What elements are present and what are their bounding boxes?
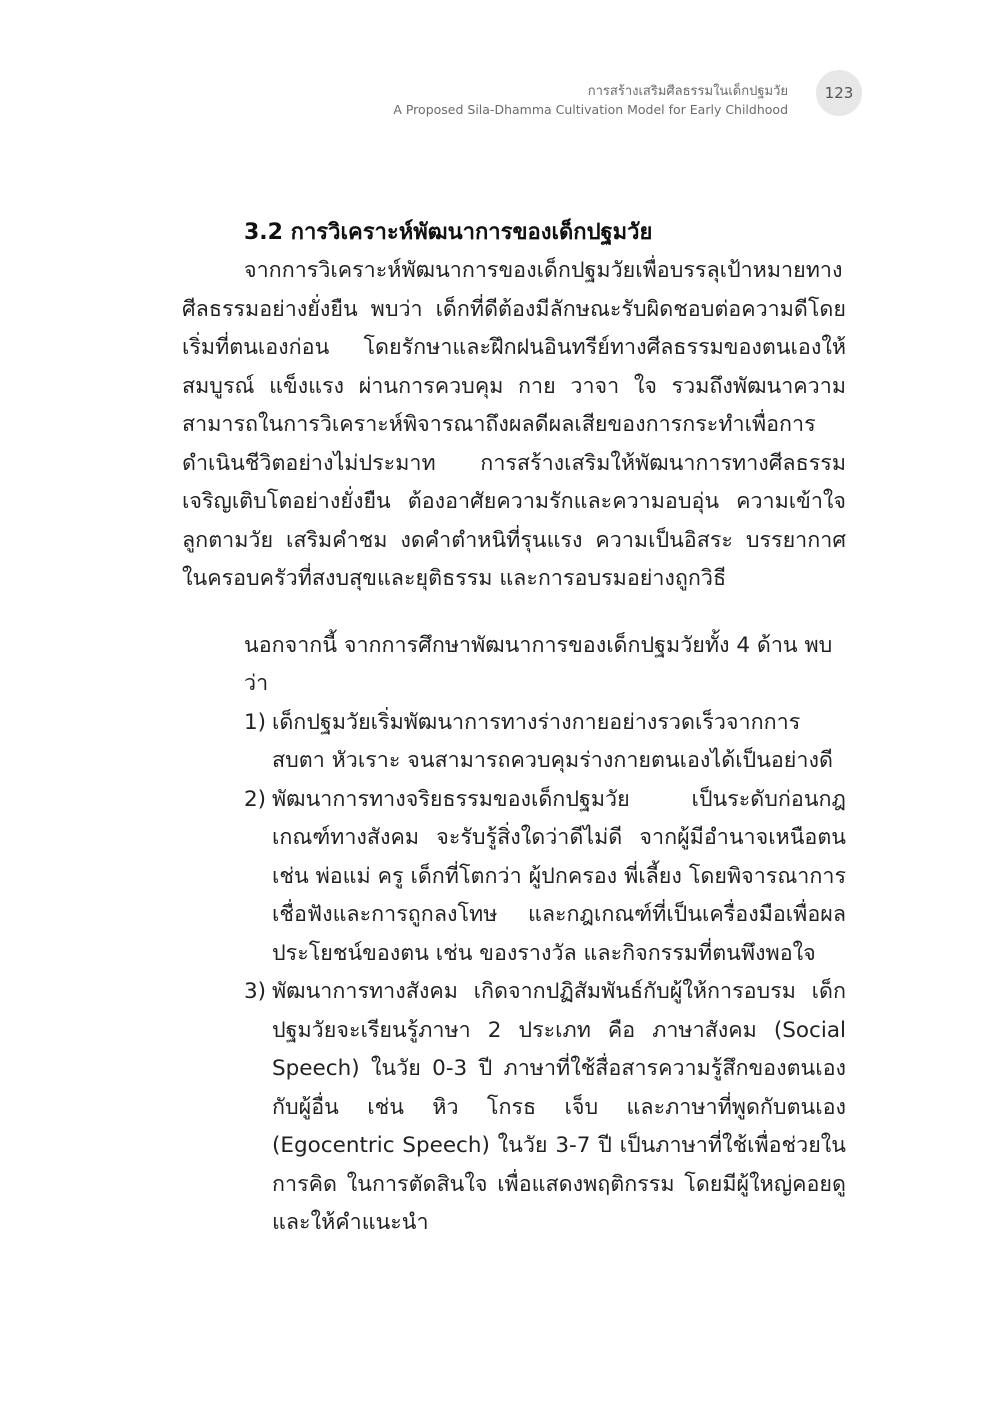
- section-heading: 3.2 การวิเคราะห์พัฒนาการของเด็กปฐมวัย: [244, 220, 653, 245]
- list-item-text: พัฒนาการทางจริยธรรมของเด็กปฐมวัย เป็นระดับก่อนกฎเกณฑ์ทางสังคม จะรับรู้สิ่งใดว่าดีไม่ดี จากผู้มีอำนาจเหนือตน เช่น พ่อแม่ ครู เด็กที่โตกว่า ผู้ปกครอง พี่เลี้ยง โดยพิจารณาการเชื่อฟังและการถูกลงโทษ และกฎเกณฑ์ที่เป็นเครื่องมือเพื่อผลประโยชน์ของตน เช่น ของรางวัล และกิจกรรมที่ตนพึงพอใจ: [272, 786, 846, 966]
- main-content: [182, 214, 846, 1243]
- list-intro-paragraph: นอกจากนี้ จากการศึกษาพัฒนาการของเด็กปฐมวัยทั้ง 4 ด้าน พบว่า: [244, 632, 833, 696]
- body-paragraph: จากการวิเคราะห์พัฒนาการของเด็กปฐมวัยเพื่อบรรลุเป้าหมายทางศีลธรรมอย่างยั่งยืน พบว่า เด็กที่ดีต้องมีลักษณะรับผิดชอบต่อความดีโดยเริ่มที่ตนเองก่อน โดยรักษาและฝึกฝนอินทรีย์ทางศีลธรรมของตนเองให้สมบูรณ์ แข็งแรง ผ่านการควบคุม กาย วาจา ใจ รวมถึงพัฒนาความสามารถในการวิเคราะห์พิจารณาถึงผลดีผลเสียของการกระทำเพื่อการดำเนินชีวิตอย่างไม่ประมาท การสร้างเสริมให้พัฒนาการทางศีลธรรมเจริญเติบโตอย่างยั่งยืน ต้องอาศัยความรักและความอบอุ่น ความเข้าใจลูกตามวัย เสริมคำชม งดคำตำหนิที่รุนแรง ความเป็นอิสระ บรรยากาศในครอบครัวที่สงบสุขและยุติธรรม และการอบรมอย่างถูกวิธี: [182, 258, 846, 591]
- list-item: [182, 973, 846, 1243]
- header-title-english: A Proposed Sila-Dhamma Cultivation Model for Early Childhood: [393, 102, 788, 117]
- list-item-text: เด็กปฐมวัยเริ่มพัฒนาการทางร่างกายอย่างรวดเร็วจากการสบตา หัวเราะ จนสามารถควบคุมร่างกายตนเองได้เป็นอย่างดี: [272, 709, 833, 773]
- findings-list: [182, 704, 846, 1243]
- list-item: [182, 781, 846, 974]
- running-header: [393, 83, 788, 119]
- header-title-thai: การสร้างเสริมศีลธรรมในเด็กปฐมวัย: [587, 84, 788, 99]
- list-item-number: 1): [244, 709, 267, 735]
- list-item-number: 2): [244, 786, 267, 812]
- list-item: [182, 704, 846, 781]
- list-item-text: พัฒนาการทางสังคม เกิดจากปฏิสัมพันธ์กับผู้ให้การอบรม เด็กปฐมวัยจะเรียนรู้ภาษา 2 ประเภท คือ ภาษาสังคม (Social Speech) ในวัย 0-3 ปี ภาษาที่ใช้สื่อสารความรู้สึกของตนเองกับผู้อื่น เช่น หิว โกรธ เจ็บ และภาษาที่พูดกับตนเอง (Egocentric Speech) ในวัย 3-7 ปี เป็นภาษาที่ใช้เพื่อช่วยในการคิด ในการตัดสินใจ เพื่อแสดงพฤติกรรม โดยมีผู้ใหญ่คอยดูและให้คำแนะนำ: [272, 979, 846, 1235]
- page-number-badge: 123: [816, 70, 862, 116]
- list-item-number: 3): [244, 979, 267, 1004]
